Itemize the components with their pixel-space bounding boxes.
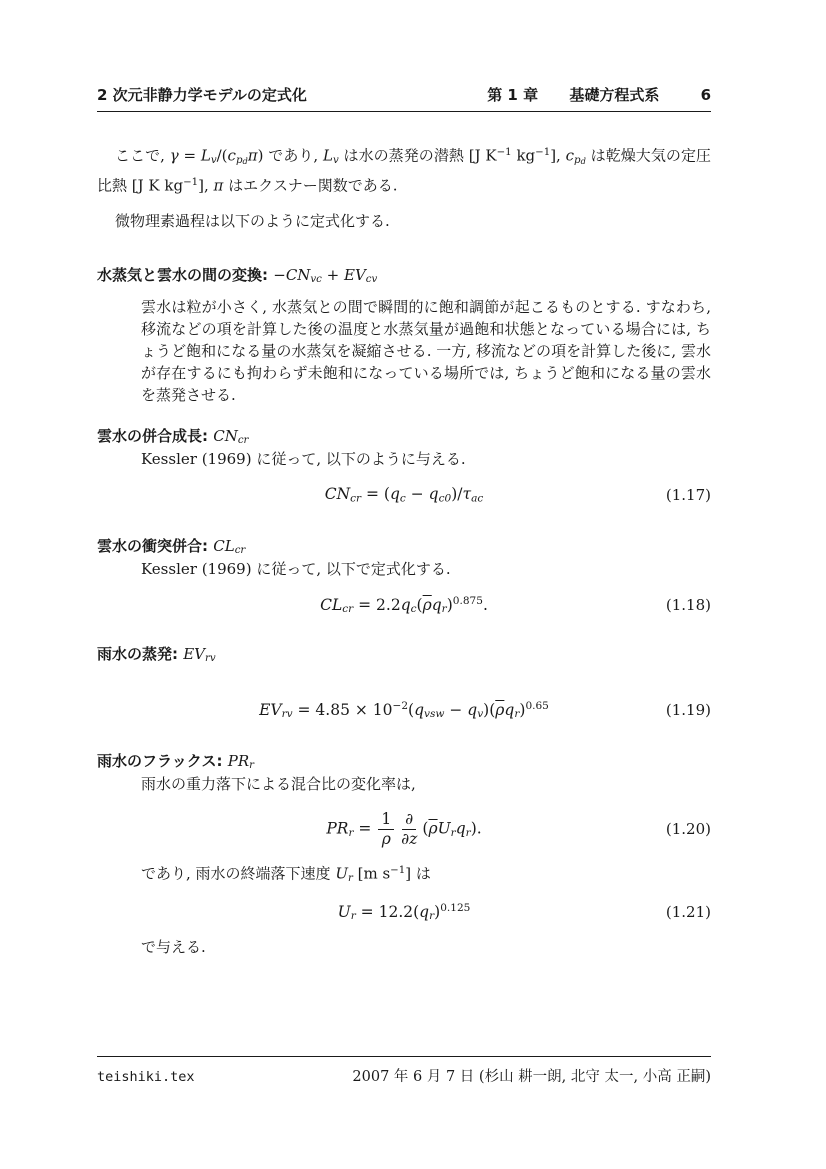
footer-filename: teishiki.tex: [97, 1069, 195, 1085]
equation-1-17-number: (1.17): [665, 486, 711, 504]
equation-1-20: [97, 800, 711, 858]
running-head-title: 2 次元非静力学モデルの定式化: [97, 86, 307, 104]
section-body-rain-flux-closing: で与える.: [141, 938, 206, 956]
equation-1-19-body: EVrv = $4.85 \times 10^{-2}(qvsw - qv)(\overline{\rho}qr)^{0.65}$: [259, 699, 549, 721]
equation-1-19-number: (1.19): [665, 701, 711, 719]
section-body-cloud-collection: Kessler (1969) に従って, 以下で定式化する.: [141, 560, 451, 578]
paragraph-gamma-definition: ここで, $\gamma = Lv/(cp_d\pi)$ であり, Lv は水の蒸発の潜熱 [J $K^{-1}$ $kg^{-1}$], $cp_d$ は乾燥大気の定圧比熱 [J K $kg^{-1}$], π はエクスナー関数である.: [97, 146, 711, 195]
equation-1-18-number: (1.18): [665, 596, 711, 614]
section-heading-cloud-autoconversion: 雲水の併合成長: CNcr: [97, 427, 249, 447]
running-head-chapter-info: [487, 84, 711, 105]
section-heading-rain-flux: 雨水のフラックス: PRr: [97, 752, 255, 772]
page-footer: [97, 1056, 711, 1086]
section-body-vapor-cloud-conversion: 雲水は粒が小さく, 水蒸気との間で瞬間的に飽和調節が起こるものとする. すなわち, 移流などの項を計算した後の温度と水蒸気量が過飽和状態となっている場合には, ちょうど飽和になる量の水蒸気を凝縮させる. 一方, 移流などの項を計算した後に, 雲水が存在するにも拘わらず未飽和になっている場所では, ちょうど飽和になる量の雲水を蒸発させる.: [141, 298, 711, 404]
math-fraction: $\frac{1}{\rho}$: [378, 811, 394, 848]
equation-1-18-body: CLcr = $2.2qc(\overline{\rho}qr)^{0.875}$.: [320, 594, 488, 616]
equation-1-20-number: (1.20): [665, 820, 711, 838]
equation-1-21-body: Ur = 12.2(qr)$^{0.125}$: [337, 901, 471, 923]
math-fraction: $\frac{\partial}{\partial z}$: [401, 809, 418, 848]
equation-1-17: [97, 481, 711, 509]
paragraph-microphysics-intro: 微物理素過程は以下のように定式化する.: [115, 212, 390, 230]
equation-1-19: [97, 696, 711, 724]
page-number: 6: [700, 86, 711, 104]
section-heading-cloud-collection: 雲水の衝突併合: CLcr: [97, 537, 246, 557]
equation-1-17-body: CNcr = (qc − qc0)/τac: [324, 485, 484, 505]
equation-1-21: [97, 898, 711, 926]
equation-1-18: [97, 591, 711, 619]
chapter-label: 第 1 章: [487, 86, 539, 104]
equation-1-20-body: PRr = $\frac{1}{\rho}$ $\frac{\partial}{\partial z}$ $(\overline{\rho}Urqr)$.: [326, 809, 482, 848]
page-header: [97, 84, 711, 112]
footer-date-authors: 2007 年 6 月 7 日 (杉山 耕一朗, 北守 太一, 小高 正嗣): [352, 1069, 711, 1085]
section-heading-rain-evaporation: 雨水の蒸発: EVrv: [97, 645, 216, 665]
section-label: 基礎方程式系: [569, 86, 660, 104]
section-heading-vapor-cloud-conversion: 水蒸気と雲水の間の変換: −CNvc + EVcv: [97, 266, 378, 286]
section-body-rain-flux: 雨水の重力落下による混合比の変化率は,: [141, 775, 416, 793]
section-body-cloud-autoconversion: Kessler (1969) に従って, 以下のように与える.: [141, 450, 466, 468]
equation-1-21-number: (1.21): [665, 903, 711, 921]
section-body-terminal-velocity: であり, 雨水の終端落下速度 Ur [m $s^{-1}$] は: [141, 864, 431, 884]
